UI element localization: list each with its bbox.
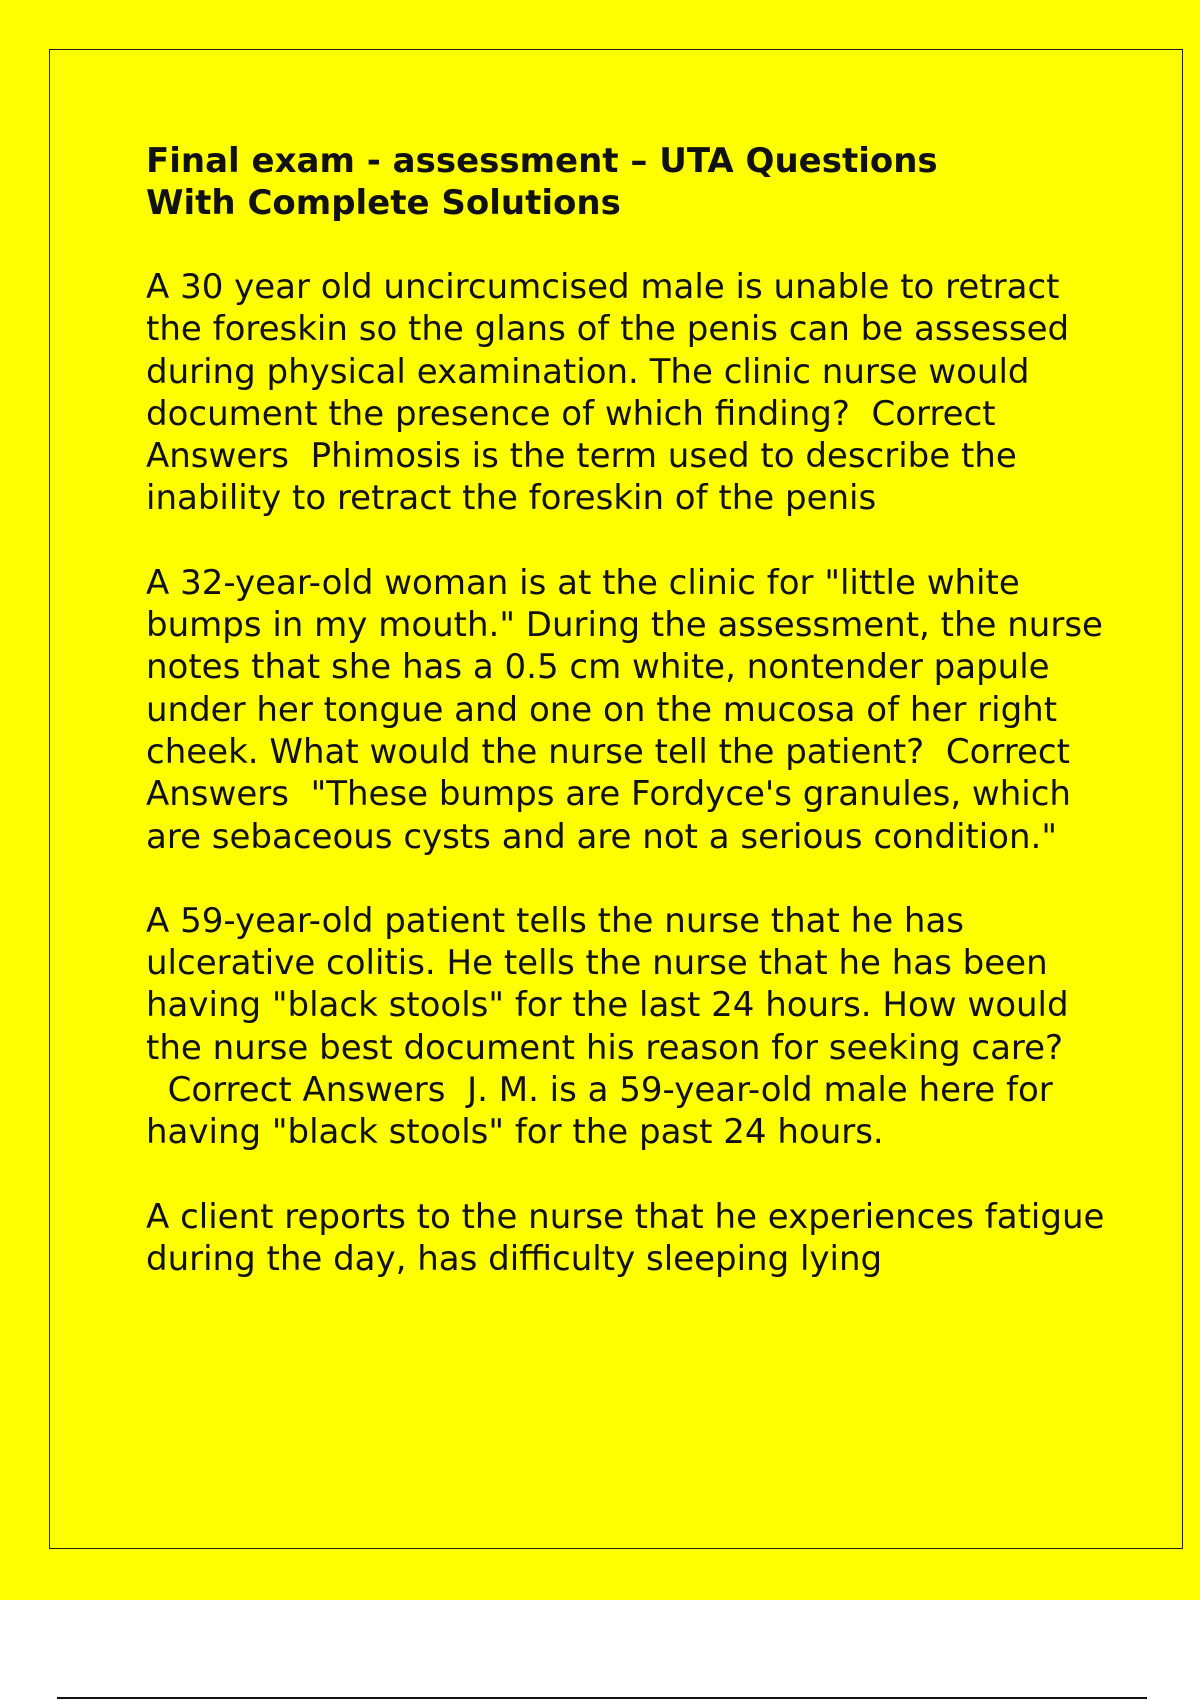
qa-item-4 <box>146 1196 1106 1281</box>
question-text: A 32-year-old woman is at the clinic for "little white bumps in my mouth." During the assessment, the nurse notes that she has a 0.5 cm white, nontender papule under her tongue and one on the mucosa of her right cheek. What would the nurse tell the patient? <box>146 562 1103 772</box>
qa-item-1 <box>146 266 1106 520</box>
correct-answers-label: Correct Answers <box>146 393 996 477</box>
document-title <box>146 140 1106 224</box>
question-text: A client reports to the nurse that he experiences fatigue during the day, has difficulty sleeping lying <box>146 1196 1105 1279</box>
qa-item-3 <box>146 900 1106 1154</box>
bottom-divider <box>57 1697 1147 1699</box>
question-text: A 30 year old uncircumcised male is unable to retract the foreskin so the glans of the penis can be assessed during physical examination. The clinic nurse would document the presence of which finding? <box>146 267 1070 434</box>
correct-answers-label: Correct Answers <box>167 1070 446 1111</box>
title-line-1: Final exam - assessment – UTA Questions <box>146 141 938 181</box>
answer-text: Phimosis is the term used to describe the inability to retract the foreskin of the penis <box>146 436 1017 519</box>
answer-text: "These bumps are Fordyce's granules, which are sebaceous cysts and are not a serious condition." <box>146 774 1071 857</box>
answer-text: J. M. is a 59-year-old male here for having "black stools" for the past 24 hours. <box>146 1070 1053 1153</box>
qa-item-2 <box>146 562 1106 858</box>
title-line-2: With Complete Solutions <box>146 183 621 223</box>
document-body <box>146 140 1106 1322</box>
question-text: A 59-year-old patient tells the nurse that he has ulcerative colitis. He tells the nurse that he has been having "black stools" for the last 24 hours. How would the nurse best document his reason for seeking care? <box>146 900 1069 1068</box>
correct-answers-label: Correct Answers <box>146 731 1070 815</box>
